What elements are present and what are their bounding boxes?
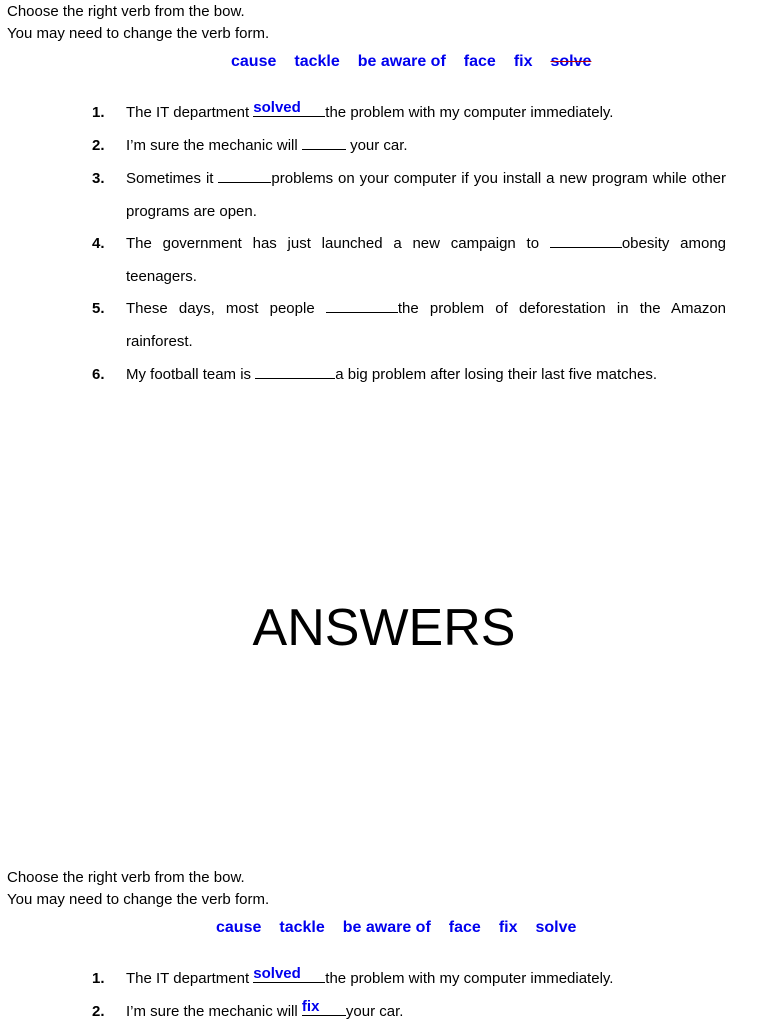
exercise-item-1 [92, 963, 726, 996]
answer-text: solved [253, 99, 301, 116]
word-tackle: tackle [294, 53, 340, 70]
word-tackle: tackle [279, 919, 325, 936]
instruction-line-1: Choose the right verb from the bow. [7, 3, 245, 20]
item-text: The IT department solved the problem with my computer immediately. [126, 99, 614, 121]
instruction-line-2: You may need to change the verb form. [7, 25, 270, 42]
exercise-item-5 [92, 293, 726, 358]
item-text: Sometimes it problems on your computer if you install a new program while other programs are open. [126, 163, 726, 228]
item-number: 1. [92, 970, 105, 987]
instruction-line-2: You may need to change the verb form. [7, 891, 270, 908]
item-number: 3. [92, 170, 105, 187]
word-fix: fix [513, 53, 533, 70]
answer-blank [326, 296, 398, 313]
word-face: face [463, 53, 496, 70]
item-number: 5. [92, 300, 105, 317]
word-box [216, 919, 576, 937]
word-face: face [448, 919, 481, 936]
answer-text: fix [301, 998, 320, 1015]
exercise-item-3 [92, 163, 726, 228]
item-text: I’m sure the mechanic will your car. [126, 130, 726, 163]
item-text: The IT department solved the problem with my computer immediately. [126, 965, 614, 987]
exercise-item-4 [92, 228, 726, 293]
exercise-item-6 [92, 359, 726, 392]
answer-blank [253, 966, 325, 983]
word-box [231, 53, 591, 71]
item-text: My football team is a big problem after losing their last five matches. [126, 359, 726, 392]
word-be-aware-of: be aware of [357, 53, 446, 70]
answer-blank [253, 100, 325, 117]
answer-blank [218, 166, 271, 183]
word-solve-used: solve [550, 53, 592, 70]
item-number: 4. [92, 235, 105, 252]
answer-text: solved [253, 965, 301, 982]
exercise-item-2 [92, 996, 726, 1024]
answer-blank [302, 133, 346, 150]
word-cause: cause [216, 919, 262, 936]
exercise-item-2 [92, 130, 726, 163]
item-number: 2. [92, 1003, 105, 1020]
word-fix: fix [498, 919, 518, 936]
answers-heading: ANSWERS [252, 599, 516, 657]
word-cause: cause [231, 53, 277, 70]
answer-blank [255, 362, 335, 379]
instruction-line-1: Choose the right verb from the bow. [7, 869, 245, 886]
item-text: The government has just launched a new campaign to obesity among teenagers. [126, 228, 726, 293]
word-be-aware-of: be aware of [342, 919, 431, 936]
answer-blank [550, 231, 622, 248]
exercise-item-1 [92, 97, 726, 130]
item-number: 6. [92, 366, 105, 383]
item-number: 1. [92, 104, 105, 121]
answer-blank [302, 999, 346, 1016]
item-text: I’m sure the mechanic will fix your car. [126, 998, 404, 1020]
word-solve: solve [535, 919, 577, 936]
item-number: 2. [92, 137, 105, 154]
item-text: These days, most people the problem of deforestation in the Amazon rainforest. [126, 293, 726, 358]
